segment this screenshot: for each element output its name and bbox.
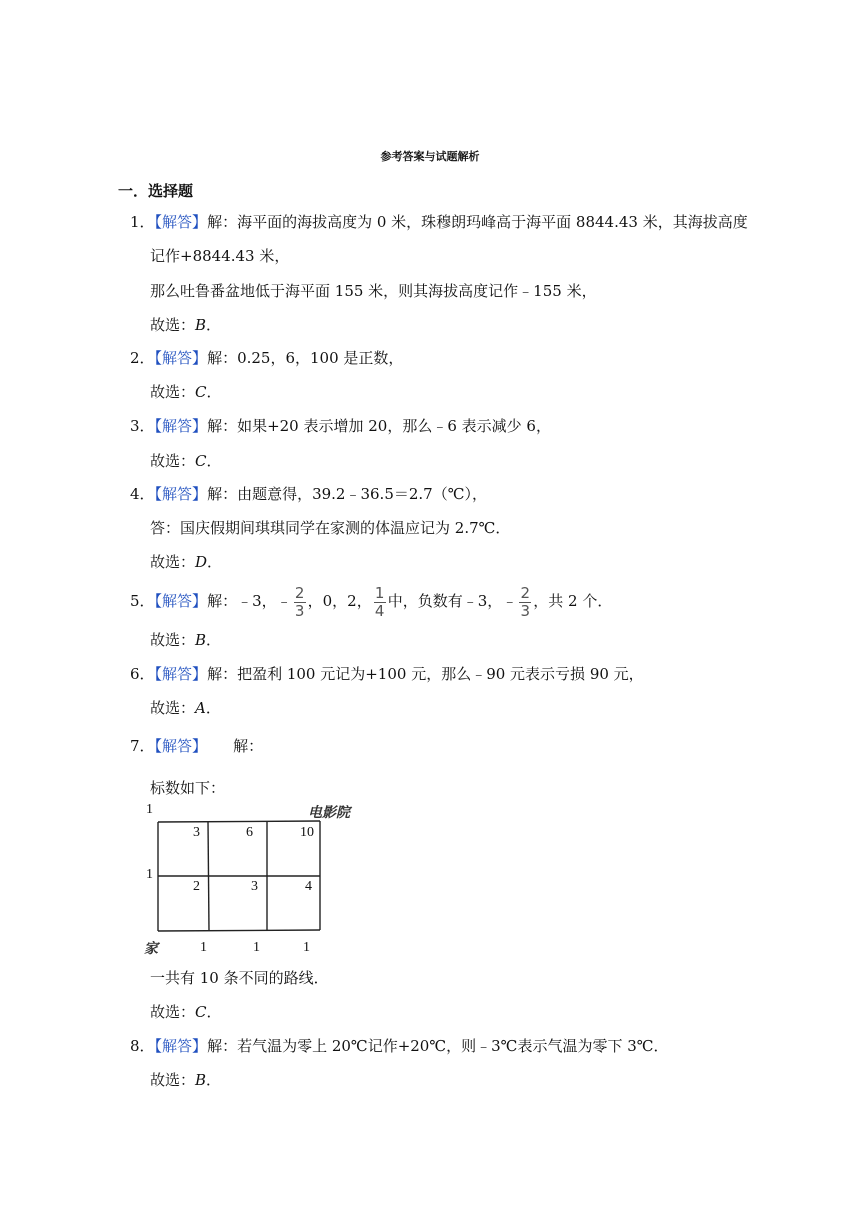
answer-text: 解：0.25，6，100 是正数，	[207, 349, 404, 367]
answer-text: 解：若气温为零上 20℃记作+20℃，则﹣3℃表示气温为零下 3℃．	[207, 1037, 669, 1055]
question-4	[130, 484, 487, 504]
fraction: $\frac{2}{3}$	[294, 583, 305, 620]
cinema-label: 电影院	[308, 805, 350, 821]
answer-tag: 【解答】	[154, 737, 208, 755]
answer-tag: 【解答】	[154, 592, 208, 610]
grid-count: 3	[251, 879, 258, 894]
answer-tag: 【解答】	[154, 665, 208, 683]
question-number: 6．	[130, 665, 155, 683]
answer-choice: 故选：B．	[150, 316, 222, 334]
answer-choice: 故选：D．	[150, 553, 223, 571]
route-grid-diagram	[140, 800, 370, 960]
answer-tag: 【解答】	[154, 417, 208, 435]
page-title: 参考答案与试题解析	[380, 150, 480, 163]
question-6	[130, 664, 644, 684]
section-heading: 一．选择题	[118, 182, 194, 200]
question-number: 2．	[130, 349, 155, 367]
grid-count: 4	[305, 879, 312, 894]
answer-line: 标数如下：	[150, 779, 226, 797]
answer-text: 解：如果+20 表示增加 20，那么﹣6 表示减少 6，	[207, 417, 551, 435]
grid-label: 1	[146, 802, 153, 817]
answer-tag: 【解答】	[154, 485, 208, 503]
answer-choice: 故选：B．	[150, 1071, 222, 1089]
question-number: 8．	[130, 1037, 155, 1055]
answer-choice: 故选：A．	[150, 699, 221, 717]
question-number: 1．	[130, 213, 155, 231]
question-3	[130, 416, 551, 436]
answer-line: 答：国庆假期间琪琪同学在家测的体温应记为 2.7℃．	[150, 519, 511, 537]
grid-count: 1	[303, 940, 310, 955]
grid-count: 1	[253, 940, 260, 955]
answer-line: 那么吐鲁番盆地低于海平面 155 米，则其海拔高度记作﹣155 米，	[150, 282, 597, 300]
grid-count: 1	[200, 940, 207, 955]
answer-tag: 【解答】	[154, 213, 208, 231]
answer-choice: 故选：B．	[150, 631, 222, 649]
fraction: $\frac{2}{3}$	[520, 583, 531, 620]
grid-label: 1	[146, 867, 153, 882]
answer-choice: 故选：C．	[150, 383, 222, 401]
question-number: 7．	[130, 737, 155, 755]
answer-text: 解：把盈利 100 元记为+100 元，那么﹣90 元表示亏损 90 元，	[207, 665, 644, 683]
question-2	[130, 348, 403, 368]
grid-count: 10	[300, 825, 314, 840]
question-number: 4．	[130, 485, 155, 503]
answer-line: 一共有 10 条不同的路线．	[150, 969, 329, 987]
answer-text: 解：	[233, 737, 264, 755]
answer-text: 解：海平面的海拔高度为 0 米，珠穆朗玛峰高于海平面 8844.43 米，其海拔高度	[207, 213, 748, 231]
question-1	[130, 212, 748, 232]
answer-line: 记作+8844.43 米，	[150, 247, 290, 265]
question-5: 5．【解答】解：﹣3，﹣ $\frac{2}{3}$ ，0，2， $\frac{1}{4}$ 中，负数有﹣3，﹣ $\frac{2}{3}$ ，共 2 个．	[130, 583, 613, 620]
grid-count: 3	[193, 825, 200, 840]
question-number: 3．	[130, 417, 155, 435]
question-number: 5．	[130, 592, 155, 610]
grid-count: 6	[246, 825, 253, 840]
home-label: 家	[144, 941, 158, 957]
answer-text: 解：由题意得，39.2﹣36.5＝2.7（℃），	[207, 485, 487, 503]
question-8	[130, 1036, 669, 1056]
fraction: $\frac{1}{4}$	[374, 583, 385, 620]
answer-choice: 故选：C．	[150, 452, 222, 470]
answer-tag: 【解答】	[154, 1037, 208, 1055]
grid-count: 2	[193, 879, 200, 894]
answer-choice: 故选：C．	[150, 1003, 222, 1021]
question-7	[130, 736, 263, 756]
answer-tag: 【解答】	[154, 349, 208, 367]
